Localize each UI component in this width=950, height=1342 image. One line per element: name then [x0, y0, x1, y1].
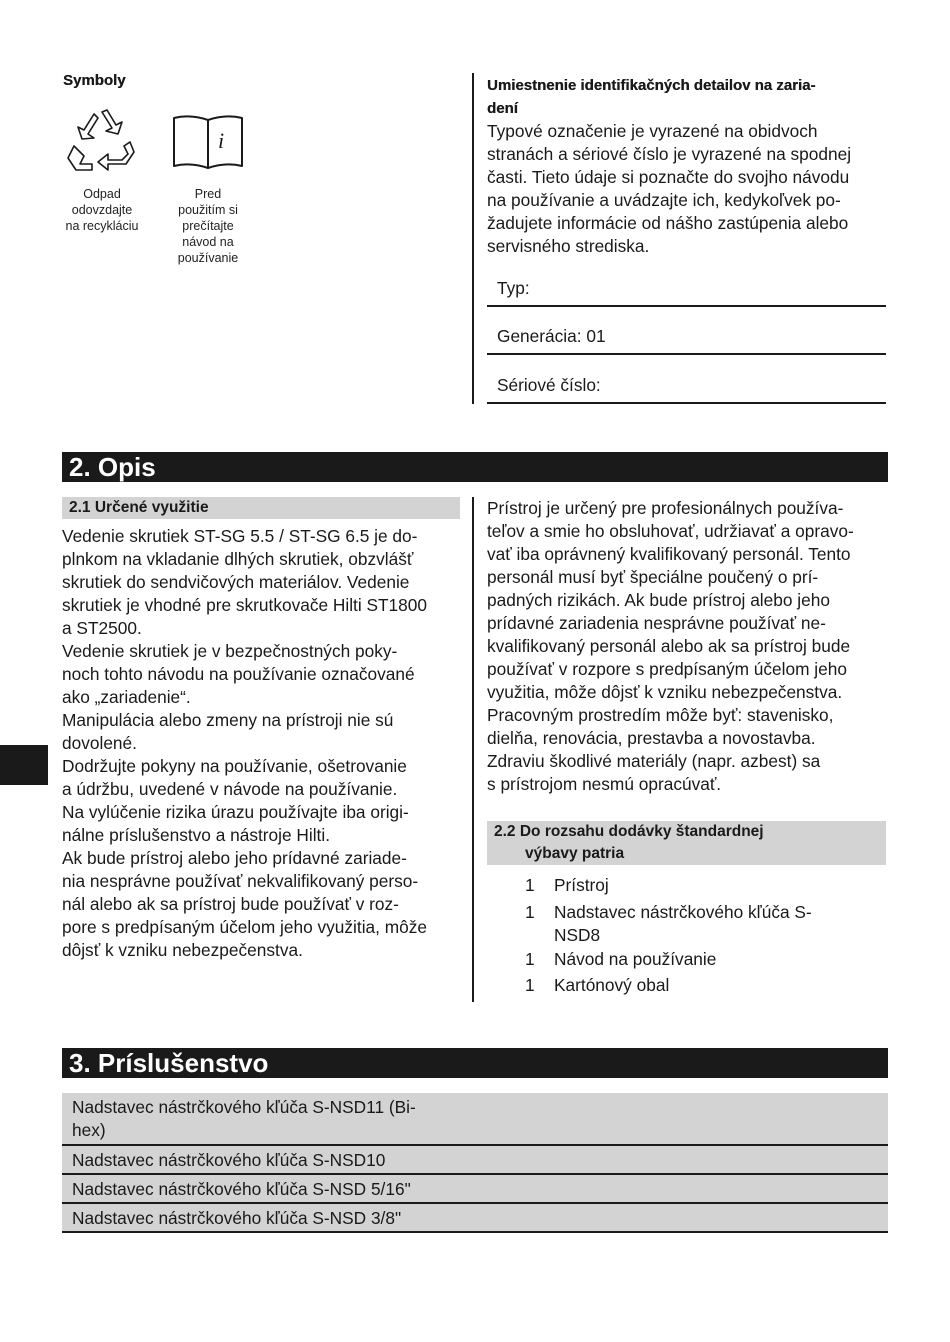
subsection-2-2-title-cont: výbavy patria	[525, 845, 625, 862]
table-row: Nadstavec nástrčkového kľúča S-NSD 5/16"	[62, 1175, 888, 1204]
side-tab-marker	[0, 745, 48, 785]
generation-label: Generácia: 01	[497, 326, 606, 346]
table-row: Nadstavec nástrčkového kľúča S-NSD10	[62, 1146, 888, 1175]
serial-field	[487, 375, 886, 404]
column-divider	[472, 73, 474, 404]
serial-label: Sériové číslo:	[497, 375, 601, 395]
ident-heading: Umiestnenie identifikačných detailov na zaria- dení	[487, 77, 816, 117]
subsection-2-2-title: 2.2 Do rozsahu dodávky štandardnej	[494, 823, 764, 840]
section-3-header	[62, 1048, 888, 1078]
symbols-heading: Symboly	[63, 72, 126, 89]
section-3-title: 3. Príslušenstvo	[69, 1048, 269, 1078]
svg-text:i: i	[218, 128, 225, 153]
subsection-2-1-header	[62, 497, 460, 519]
intended-use-text: Vedenie skrutiek ST-SG 5.5 / ST-SG 6.5 je do- plnkom na vkladanie dlhých skrutiek, obzvlášť skrutiek do sendvičových materiálov. Vedenie skrutiek je vhodné pre skrutkovače Hilti ST1800 a ST2500. Vedenie skrutiek je v bezpečnostných poky- noch tohto návodu na používanie označované ako „zariadenie“. Manipulácia alebo zmeny na prístroji nie sú dovolené. Dodržujte pokyny na používanie, ošetrovanie a údržbu, uvedené v návode na používanie. Na vylúčenie rizika úrazu používajte iba origi- nálne príslušenstvo a nástroje Hilti. Ak bude prístroj alebo jeho prídavné zariade- nia nesprávne používať nekvalifikovaný perso- nál alebo ak sa prístroj bude používať v roz- pore s predpísaným účelom jeho využitia, môže dôjsť k vzniku nebezpečenstva.	[62, 526, 427, 960]
type-field	[487, 278, 886, 307]
type-label: Typ:	[497, 278, 530, 298]
generation-field	[487, 326, 886, 355]
manual-caption: Pred použitím si prečítajte návod na používanie	[177, 187, 239, 265]
table-row: Nadstavec nástrčkového kľúča S-NSD11 (Bi- hex)	[62, 1093, 888, 1146]
subsection-2-1-title: 2.1 Určené využitie	[69, 499, 209, 516]
section-2-header	[62, 452, 888, 482]
manual-book-icon	[172, 112, 246, 172]
column-divider-2	[472, 497, 474, 1002]
recycle-icon	[64, 106, 140, 178]
subsection-2-2-header	[487, 821, 886, 865]
table-row: Nadstavec nástrčkového kľúča S-NSD 3/8"	[62, 1204, 888, 1233]
recycle-caption: Odpad odovzdajte na recykláciu	[65, 187, 139, 233]
user-requirements-text: Prístroj je určený pre profesionálnych používa- teľov a smie ho obsluhovať, udržiavať a opravo- vať iba oprávnený kvalifikovaný personál. Tento personál musí byť špeciálne poučený o prí- padných rizikách. Ak bude prístroj alebo jeho prídavné zariadenia nesprávne používať ne- kvalifikovaný personál alebo ak sa prístroj bude používať v rozpore s predpísaným účelom jeho využitia, môže dôjsť k vzniku nebezpečenstva. Pracovným prostredím môže byť: stavenisko, dielňa, renovácia, prestavba a novostavba. Zdraviu škodlivé materiály (napr. azbest) sa s prístrojom nesmú opracúvať.	[487, 498, 854, 794]
ident-text: Typové označenie je vyrazené na obidvoch stranách a sériové číslo je vyrazené na spodnej časti. Tieto údaje si poznačte do svojho návodu na používanie a uvádzajte ich, kedykoľvek po- žadujete informácie od nášho zastúpenia alebo servisného strediska.	[487, 121, 852, 256]
section-2-title: 2. Opis	[69, 452, 156, 482]
